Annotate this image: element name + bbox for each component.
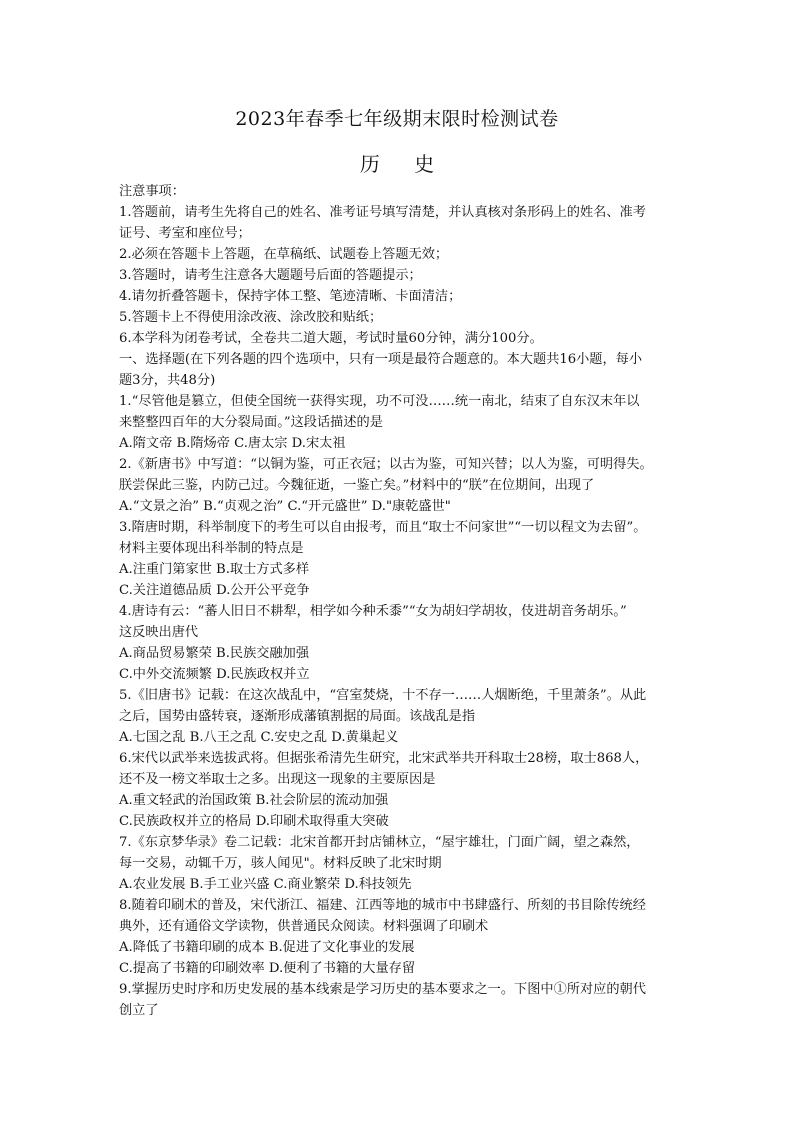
question-stem: 创立了	[119, 1003, 159, 1018]
question-stem: 3.隋唐时期，科举制度下的考生可以自由报考，而且“取士不问家世”“一切以程文为去留”。	[119, 520, 647, 535]
question-options: A.“文景之治” B.“贞观之治” C.“开元盛世” D."康乾盛世"	[119, 499, 451, 514]
notice-item: 4.请勿折叠答题卡，保持字体工整、笔迹清晰、卡面清洁；	[119, 289, 462, 304]
notice-heading: 注意事项：	[119, 184, 185, 199]
question-stem: 7.《东京梦华录》卷二记载：北宋首都开封店铺林立，“屋宇雄壮，门面广阔，望之森然，	[119, 835, 640, 850]
notice-item: 6.本学科为闭卷考试，全卷共二道大题，考试时量60分钟，满分100分。	[119, 331, 543, 346]
question-stem: 9.掌握历史时序和历史发展的基本线索是学习历史的基本要求之一。下图中①所对应的朝代	[119, 982, 646, 997]
question-options: A.商品贸易繁荣 B.民族交融加强	[119, 646, 310, 661]
question-stem: 还不及一榜文举取士之多。出现这一现象的主要原因是	[119, 772, 436, 787]
notice-item: 1.答题前，请考生先将自己的姓名、准考证号填写清楚，并认真核对条形码上的姓名、准考	[119, 205, 646, 220]
question-stem: 典外，还有通俗文学读物，供普通民众阅读。材料强调了印刷术	[119, 919, 489, 934]
question-stem: 8.随着印刷术的普及，宋代浙江、福建、江西等地的城市中书肆盛行、所刻的书目除传统经	[119, 898, 646, 913]
question-stem: 材料主要体现出科举制的特点是	[119, 541, 304, 556]
question-stem: 2.《新唐书》中写道：“以铜为鉴，可正衣冠；以古为鉴，可知兴替；以人为鉴，可明得失。	[119, 457, 653, 472]
notice-item: 5.答题卡上不得使用涂改液、涂改胶和贴纸；	[119, 310, 383, 325]
subject-title: 历 史	[359, 152, 449, 176]
question-stem: 1.“尽管他是篡立，但使全国统一获得实现，功不可没……统一南北，结束了自东汉末年以	[119, 394, 640, 409]
question-options: A.隋文帝 B.隋炀帝 C.唐太宗 D.宋太祖	[119, 436, 346, 451]
question-options: A.重文轻武的治国政策 B.社会阶层的流动加强	[119, 793, 389, 808]
question-options: A.注重门第家世 B.取士方式多样	[119, 562, 310, 577]
question-stem: 之后，国势由盛转衰，逐渐形成藩镇割据的局面。该战乱是指	[119, 709, 476, 724]
question-options: C.中外交流频繁 D.民族政权并立	[119, 667, 310, 682]
exam-content	[119, 181, 681, 1021]
question-stem: 这反映出唐代	[119, 625, 199, 640]
section-heading: 题3分，共48分)	[119, 373, 216, 388]
exam-title: 2023年春季七年级期末限时检测试卷	[235, 108, 559, 130]
question-stem: 6.宋代以武举来选拔武将。但据张希清先生研究，北宋武举共开科取士28榜，取士868人，	[119, 751, 649, 766]
question-options: C.民族政权并立的格局 D.印刷术取得重大突破	[119, 814, 389, 829]
question-stem: 每一交易，动辄千万，骇人闻见"。材料反映了北宋时期	[119, 856, 442, 871]
notice-item: 3.答题时，请考生注意各大题题号后面的答题提示；	[119, 268, 422, 283]
notice-item: 证号、考室和座位号；	[119, 226, 251, 241]
question-options: A.降低了书籍印刷的成本 B.促进了文化事业的发展	[119, 940, 415, 955]
question-stem: 来整整四百年的大分裂局面。”这段话描述的是	[119, 415, 383, 430]
question-options: A.农业发展 B.手工业兴盛 C.商业繁荣 D.科技领先	[119, 877, 412, 892]
question-stem: 朕尝保此三鉴，内防己过。今魏征逝，一鉴亡矣。”材料中的“朕”在位期间，出现了	[119, 478, 595, 493]
question-stem: 5.《旧唐书》记载：在这次战乱中，“宫室焚烧，十不存一……人烟断绝，千里萧条”。从此	[119, 688, 647, 703]
question-options: C.关注道德品质 D.公开公平竞争	[119, 583, 310, 598]
question-options: C.提高了书籍的印刷效率 D.便利了书籍的大量存留	[119, 961, 416, 976]
notice-item: 2.必须在答题卡上答题，在草稿纸、试题卷上答题无效；	[119, 247, 449, 262]
section-heading: 一、选择题(在下列各题的四个选项中，只有一项是最符合题意的。本大题共16小题，每小	[119, 352, 643, 367]
question-stem: 4.唐诗有云：“蕃人旧日不耕犁，相学如今种禾黍”“女为胡妇学胡妆，伎进胡音务胡乐。”	[119, 604, 627, 619]
question-options: A.七国之乱 B.八王之乱 C.安史之乱 D.黄巢起义	[119, 730, 399, 745]
